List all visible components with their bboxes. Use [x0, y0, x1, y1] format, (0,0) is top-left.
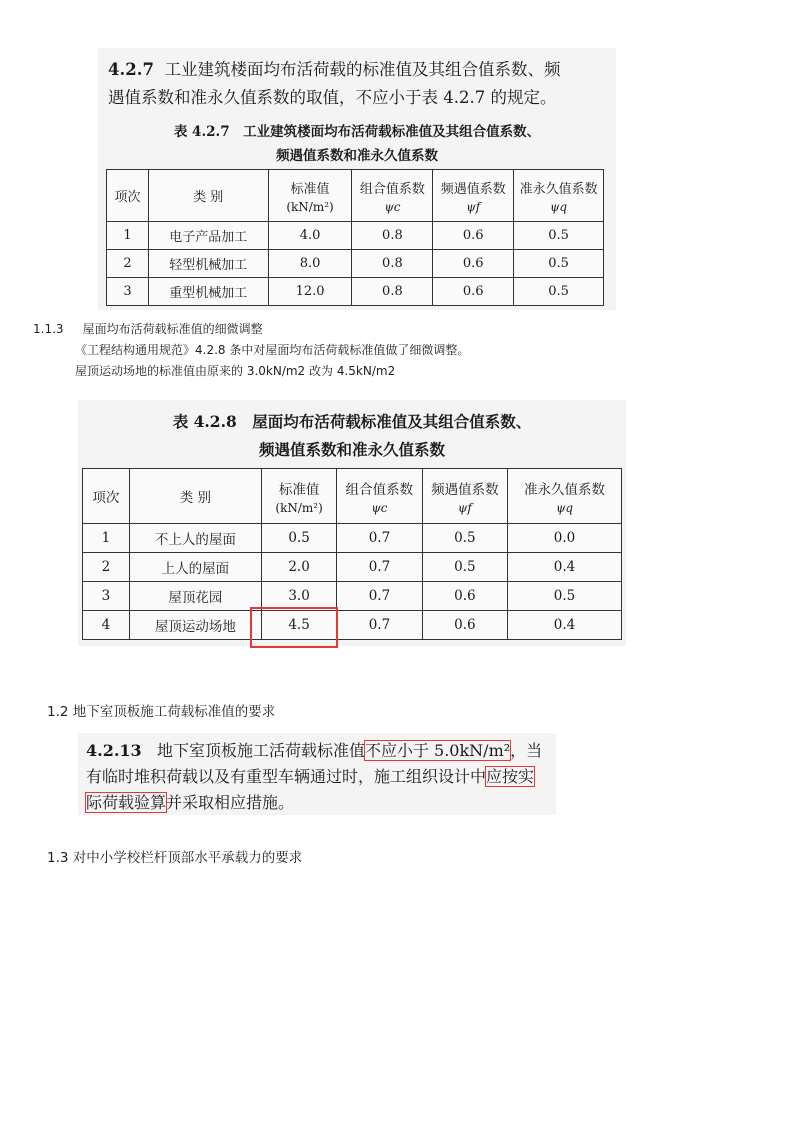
- highlight-actual-1: 应按实: [486, 767, 535, 786]
- table-cell: 1: [83, 524, 130, 553]
- table-cell: 0.6: [433, 278, 514, 306]
- table-row: [107, 278, 604, 306]
- table-4-2-7: [106, 169, 604, 306]
- heading-1-1-3: [33, 320, 263, 337]
- table-cell: 屋顶运动场地: [129, 611, 261, 640]
- table-cell: 0.8: [352, 222, 433, 250]
- table-4-2-8: [82, 468, 622, 640]
- table-cell: 上人的屋面: [129, 553, 261, 582]
- table-cell: 0.5: [514, 222, 604, 250]
- table-cell: 0.5: [508, 582, 622, 611]
- table-cell: 0.5: [514, 250, 604, 278]
- heading-1-3: 1.3 对中小学校栏杆顶部水平承载力的要求: [47, 850, 303, 866]
- table-cell: 屋顶花园: [129, 582, 261, 611]
- clause-line-2: 有临时堆积荷载以及有重型车辆通过时，施工组织设计中应按实: [86, 767, 535, 786]
- note-line-2: 屋顶运动场地的标准值由原来的 3.0kN/m2 改为 4.5kN/m2: [75, 364, 396, 378]
- table-cell: 0.6: [422, 582, 507, 611]
- table-cell: 0.6: [433, 250, 514, 278]
- header-cell: 组合值系数 ψc: [337, 469, 422, 524]
- table-cell: 4.0: [268, 222, 352, 250]
- clause-line-1: 4.2.13 地下室顶板施工活荷载标准值不应小于 5.0kN/m²，当: [86, 741, 543, 760]
- heading-1-2: 1.2 地下室顶板施工荷载标准值的要求: [47, 704, 276, 720]
- heading-number: 1.1.3: [33, 322, 64, 336]
- table-cell: 电子产品加工: [148, 222, 268, 250]
- table-cell: 0.4: [508, 553, 622, 582]
- table-cell: 8.0: [268, 250, 352, 278]
- table-cell: 0.4: [508, 611, 622, 640]
- table-cell: 重型机械加工: [148, 278, 268, 306]
- table-cell: 0.5: [261, 524, 336, 553]
- table-row: [83, 582, 622, 611]
- note-line-1: 《工程结构通用规范》4.2.8 条中对屋面均布活荷载标准值做了细微调整。: [75, 343, 470, 357]
- table-header-row: [83, 469, 622, 524]
- highlight-actual-2: 际荷载验算: [86, 793, 167, 812]
- table-row: [83, 611, 622, 640]
- table-cell: 2: [83, 553, 130, 582]
- header-cell: 类 别: [129, 469, 261, 524]
- highlighted-value-cell: 4.5: [261, 611, 336, 640]
- highlight-load: 不应小于 5.0kN/m²: [364, 741, 511, 760]
- clip-table-4-2-8: [78, 400, 626, 646]
- header-cell: 准永久值系数 ψq: [508, 469, 622, 524]
- clause-line-3: 际荷载验算并采取相应措施。: [86, 793, 295, 812]
- clause-number: 4.2.7: [108, 60, 154, 79]
- table-cell: 0.5: [422, 524, 507, 553]
- table-cell: 3: [83, 582, 130, 611]
- header-cell: 准永久值系数 ψq: [514, 170, 604, 222]
- table-cell: 0.6: [422, 611, 507, 640]
- table-cell: 2.0: [261, 553, 336, 582]
- table-cell: 2: [107, 250, 149, 278]
- table-cell: 3: [107, 278, 149, 306]
- table-caption-line1: 表 4.2.7 工业建筑楼面均布活荷载标准值及其组合值系数、: [173, 124, 541, 140]
- table-cell: 12.0: [268, 278, 352, 306]
- table-cell: 0.7: [337, 582, 422, 611]
- table-cell: 0.0: [508, 524, 622, 553]
- header-cell: 类 别: [148, 170, 268, 222]
- table-caption-line2: 频遇值系数和准永久值系数: [258, 440, 445, 459]
- table-header-row: [107, 170, 604, 222]
- table-row: [83, 524, 622, 553]
- header-cell: 项次: [107, 170, 149, 222]
- heading-text: 屋面均布活荷载标准值的细微调整: [82, 322, 263, 336]
- header-cell: 标准值 (kN/m²): [268, 170, 352, 222]
- header-cell: 标准值 (kN/m²): [261, 469, 336, 524]
- clip-section-4-2-13: [78, 733, 556, 815]
- header-cell: 项次: [83, 469, 130, 524]
- table-cell: 0.7: [337, 553, 422, 582]
- table-caption-line1: 表 4.2.8 屋面均布活荷载标准值及其组合值系数、: [172, 412, 532, 431]
- table-cell: 1: [107, 222, 149, 250]
- clause-text-line1: 工业建筑楼面均布活荷载的标准值及其组合值系数、频: [164, 60, 561, 79]
- table-cell: 4: [83, 611, 130, 640]
- header-cell: 频遇值系数 ψf: [422, 469, 507, 524]
- table-cell: 0.7: [337, 524, 422, 553]
- header-cell: 频遇值系数 ψf: [433, 170, 514, 222]
- table-cell: 0.7: [337, 611, 422, 640]
- table-cell: 不上人的屋面: [129, 524, 261, 553]
- table-cell: 0.5: [514, 278, 604, 306]
- table-caption-line2: 频遇值系数和准永久值系数: [276, 148, 438, 164]
- header-cell: 组合值系数 ψc: [352, 170, 433, 222]
- table-row: [107, 250, 604, 278]
- table-cell: 0.6: [433, 222, 514, 250]
- table-cell: 3.0: [261, 582, 336, 611]
- clip-section-4-2-7: [98, 48, 616, 310]
- clause-text-line2: 遇值系数和准永久值系数的取值，不应小于表 4.2.7 的规定。: [108, 88, 557, 107]
- highlight-box: [250, 607, 338, 648]
- table-row: [83, 553, 622, 582]
- table-cell: 0.5: [422, 553, 507, 582]
- table-cell: 轻型机械加工: [148, 250, 268, 278]
- clause-number: 4.2.13: [86, 741, 142, 760]
- table-cell: 0.8: [352, 250, 433, 278]
- table-cell: 0.8: [352, 278, 433, 306]
- section-4-2-7-text: [108, 56, 613, 112]
- table-row: [107, 222, 604, 250]
